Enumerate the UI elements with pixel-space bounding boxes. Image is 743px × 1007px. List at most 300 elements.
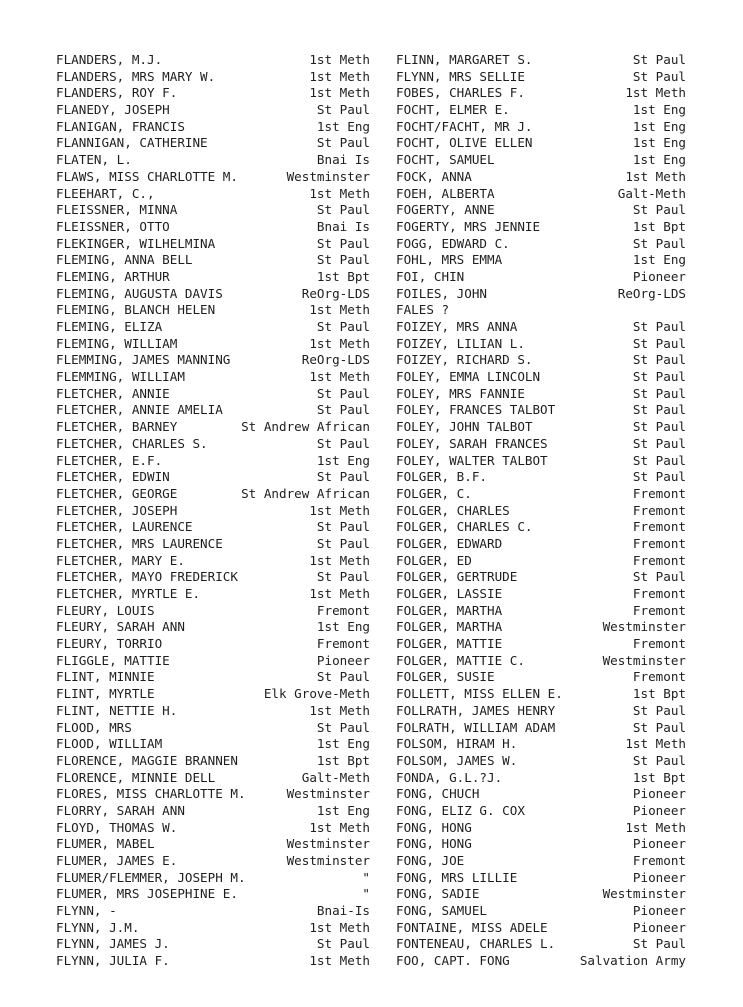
entry-church: St Andrew African [241, 485, 370, 501]
entry-church: St Paul [316, 569, 370, 585]
entry-name: FOCHT/FACHT, MR J. [396, 118, 533, 134]
directory-entry [396, 536, 686, 553]
entry-church: 1st Meth [309, 302, 370, 318]
entry-name: FLETCHER, E.F. [56, 452, 163, 468]
entry-church: St Paul [632, 335, 686, 351]
entry-name: FLOOD, MRS [56, 719, 132, 735]
entry-name: FLETCHER, MAYO FREDERICK [56, 569, 238, 585]
directory-entry [396, 486, 686, 503]
entry-church: 1st Eng [632, 152, 686, 168]
entry-name: FLEMING, AUGUSTA DAVIS [56, 285, 223, 301]
directory-entry [56, 119, 370, 136]
entry-church: 1st Meth [625, 168, 686, 184]
entry-name: FLEISSNER, OTTO [56, 218, 170, 234]
entry-name: FLETCHER, BARNEY [56, 419, 178, 435]
entry-name: FOLGER, MARTHA [396, 602, 503, 618]
directory-entry [396, 469, 686, 486]
entry-name: FLIGGLE, MATTIE [56, 652, 170, 668]
entry-name: FLANDERS, M.J. [56, 52, 163, 67]
directory-entry [396, 870, 686, 887]
entry-name: FLEKINGER, WILHELMINA [56, 235, 216, 251]
entry-church: 1st Meth [309, 552, 370, 568]
entry-name: FOLSOM, HIRAM H. [396, 736, 518, 752]
entry-church: Elk Grove-Meth [263, 686, 370, 702]
entry-name: FONG, JOE [396, 853, 465, 868]
directory-entry [56, 936, 370, 953]
entry-name: FOLEY, FRANCES TALBOT [396, 402, 556, 418]
entry-name: FLUMER, MRS JOSEPHINE E. [56, 886, 238, 902]
entry-name: FOILES, JOHN [396, 285, 487, 301]
entry-church: 1st Eng [632, 252, 686, 268]
directory-entry [56, 286, 370, 303]
entry-church: St Paul [316, 719, 370, 735]
entry-church: St Paul [316, 135, 370, 151]
entry-name: FLINT, NETTIE H. [56, 702, 178, 718]
directory-entry [56, 619, 370, 636]
directory-entry [396, 586, 686, 603]
entry-church: 1st Meth [625, 819, 686, 835]
entry-name: FOIZEY, RICHARD S. [396, 352, 533, 368]
entry-church: ReOrg-LDS [301, 285, 370, 301]
directory-entry [56, 803, 370, 820]
entry-name: FLEMING, ARTHUR [56, 268, 170, 284]
entry-name: FALES ? [396, 302, 450, 318]
entry-name: FOLEY, MRS FANNIE [396, 385, 525, 401]
entry-name: FLUMER, MABEL [56, 836, 155, 852]
entry-church: 1st Eng [316, 619, 370, 635]
entry-church: Salvation Army [579, 953, 686, 969]
entry-church: St Paul [632, 352, 686, 368]
entry-name: FONG, SAMUEL [396, 903, 487, 919]
entry-name: FOLGER, MATTIE [396, 636, 503, 652]
entry-church: St Paul [316, 936, 370, 952]
directory-entry [396, 369, 686, 386]
directory-entry [396, 69, 686, 86]
entry-name: FLAWS, MISS CHARLOTTE M. [56, 168, 238, 184]
directory-entry [56, 135, 370, 152]
directory-entry [396, 319, 686, 336]
entry-church: 1st Bpt [316, 752, 370, 768]
entry-church: 1st Eng [316, 736, 370, 752]
directory-entry [396, 102, 686, 119]
entry-church: 1st Meth [309, 335, 370, 351]
directory-entry [56, 853, 370, 870]
entry-church: Fremont [632, 636, 686, 652]
entry-church: 1st Meth [625, 736, 686, 752]
directory-entry [396, 653, 686, 670]
directory-entry [396, 753, 686, 770]
directory-entry [56, 236, 370, 253]
directory-entry [396, 886, 686, 903]
directory-entry [56, 736, 370, 753]
entry-name: FLETCHER, CHARLES S. [56, 435, 208, 451]
directory-entry [56, 753, 370, 770]
directory-entry [396, 836, 686, 853]
entry-name: FOCHT, SAMUEL [396, 152, 495, 168]
entry-name: FONTAINE, MISS ADELE [396, 919, 548, 935]
directory-entry [56, 386, 370, 403]
entry-name: FOLGER, ED [396, 552, 472, 568]
directory-entry [56, 686, 370, 703]
entry-church: 1st Meth [309, 185, 370, 201]
entry-church: St Paul [632, 419, 686, 435]
directory-entry [56, 319, 370, 336]
entry-name: FLOYD, THOMAS W. [56, 819, 178, 835]
entry-church: Galt-Meth [617, 185, 686, 201]
directory-entry [56, 453, 370, 470]
entry-church: St Paul [632, 702, 686, 718]
directory-entry [56, 436, 370, 453]
entry-name: FLUMER/FLEMMER, JOSEPH M. [56, 869, 246, 885]
entry-church: St Paul [316, 252, 370, 268]
entry-church: St Paul [316, 102, 370, 118]
entry-church: 1st Meth [309, 702, 370, 718]
entry-church: Fremont [632, 519, 686, 535]
entry-church: St Paul [632, 202, 686, 218]
directory-entry [56, 953, 370, 970]
directory-entry [396, 736, 686, 753]
entry-church: 1st Meth [309, 953, 370, 969]
entry-church: ReOrg-LDS [617, 285, 686, 301]
entry-church: 1st Eng [316, 118, 370, 134]
left-column [56, 52, 370, 970]
entry-name: FOLGER, B.F. [396, 469, 487, 485]
directory-entry [56, 469, 370, 486]
entry-name: FLANEDY, JOSEPH [56, 102, 170, 118]
entry-church: St Paul [632, 435, 686, 451]
directory-entry [56, 569, 370, 586]
entry-name: FOLEY, WALTER TALBOT [396, 452, 548, 468]
entry-church: St Paul [316, 535, 370, 551]
entry-church: St Paul [316, 435, 370, 451]
directory-entry [56, 302, 370, 319]
entry-name: FLANNIGAN, CATHERINE [56, 135, 208, 151]
entry-name: FOLRATH, WILLIAM ADAM [396, 719, 556, 735]
directory-entry [396, 720, 686, 737]
directory-entry [396, 703, 686, 720]
directory-entry [396, 686, 686, 703]
entry-church: Pioneer [632, 802, 686, 818]
directory-entry [56, 352, 370, 369]
directory-entry [56, 653, 370, 670]
directory-entry [56, 69, 370, 86]
entry-name: FLYNN, JULIA F. [56, 953, 170, 969]
directory-entry [396, 386, 686, 403]
entry-church: St Paul [316, 385, 370, 401]
directory-entry [396, 52, 686, 69]
entry-church: Bnai-Is [316, 903, 370, 919]
entry-name: FONG, CHUCH [396, 786, 480, 802]
directory-entry [56, 152, 370, 169]
directory-entry [56, 703, 370, 720]
entry-name: FOLEY, SARAH FRANCES [396, 435, 548, 451]
directory-entry [396, 402, 686, 419]
directory-entry [56, 870, 370, 887]
entry-church: St Paul [632, 936, 686, 952]
entry-church: 1st Meth [309, 819, 370, 835]
directory-entry [396, 252, 686, 269]
directory-entry [56, 52, 370, 69]
directory-entry [56, 920, 370, 937]
entry-church: St Paul [632, 469, 686, 485]
entry-name: FOLGER, MATTIE C. [396, 652, 525, 668]
directory-entry [396, 453, 686, 470]
entry-church: Fremont [632, 586, 686, 601]
entry-name: FONG, HONG [396, 819, 472, 835]
entry-name: FLETCHER, GEORGE [56, 485, 178, 501]
entry-name: FOEH, ALBERTA [396, 185, 495, 201]
entry-church: 1st Meth [309, 68, 370, 84]
entry-name: FLETCHER, MARY E. [56, 552, 185, 568]
directory-entry [56, 786, 370, 803]
entry-church: 1st Eng [316, 802, 370, 818]
directory-entry [56, 336, 370, 353]
entry-name: FLETCHER, JOSEPH [56, 502, 178, 518]
entry-name: FLYNN, MRS SELLIE [396, 68, 525, 84]
entry-name: FLINT, MYRTLE [56, 686, 155, 702]
entry-church: St Paul [632, 369, 686, 385]
entry-church: St Paul [316, 235, 370, 251]
entry-church: Fremont [316, 602, 370, 618]
directory-entry [396, 119, 686, 136]
entry-name: FLANDERS, MRS MARY W. [56, 68, 216, 84]
entry-church: St Paul [316, 319, 370, 334]
directory-entry [56, 903, 370, 920]
entry-name: FLETCHER, MYRTLE E. [56, 586, 201, 601]
entry-name: FOLLETT, MISS ELLEN E. [396, 686, 563, 702]
directory-entry [396, 636, 686, 653]
entry-name: FLUMER, JAMES E. [56, 853, 178, 868]
entry-church: " [362, 869, 370, 885]
directory-entry [56, 503, 370, 520]
entry-church: 1st Eng [632, 102, 686, 118]
entry-name: FONG, SADIE [396, 886, 480, 902]
entry-church: St Paul [316, 402, 370, 418]
entry-church: 1st Meth [309, 85, 370, 101]
entry-church: 1st Eng [632, 135, 686, 151]
directory-entry [56, 102, 370, 119]
right-column [396, 52, 686, 970]
entry-church: St Paul [316, 519, 370, 535]
entry-church: Westminster [602, 886, 686, 902]
entry-name: FOLGER, EDWARD [396, 535, 503, 551]
entry-name: FOI, CHIN [396, 268, 465, 284]
directory-entry [396, 669, 686, 686]
entry-name: FLYNN, JAMES J. [56, 936, 170, 952]
directory-entry [56, 636, 370, 653]
entry-name: FLEURY, LOUIS [56, 602, 155, 618]
entry-church: Fremont [632, 853, 686, 868]
entry-church: " [362, 886, 370, 902]
directory-entry [396, 603, 686, 620]
entry-name: FLETCHER, LAURENCE [56, 519, 193, 535]
directory-entry [56, 186, 370, 203]
directory-entry [396, 553, 686, 570]
entry-name: FLYNN, - [56, 903, 117, 919]
entry-church: Galt-Meth [301, 769, 370, 785]
entry-church: Westminster [602, 619, 686, 635]
directory-entry [56, 603, 370, 620]
entry-name: FONG, MRS LILLIE [396, 869, 518, 885]
entry-name: FOGG, EDWARD C. [396, 235, 510, 251]
directory-entry [56, 419, 370, 436]
entry-church: Pioneer [632, 869, 686, 885]
entry-name: FOLGER, C. [396, 485, 472, 501]
entry-name: FLORENCE, MAGGIE BRANNEN [56, 752, 238, 768]
directory-entry [56, 202, 370, 219]
directory-entry [56, 553, 370, 570]
directory-entry [396, 503, 686, 520]
entry-church: Bnai Is [316, 218, 370, 234]
entry-church: 1st Meth [309, 369, 370, 385]
entry-church: 1st Bpt [632, 218, 686, 234]
directory-entry [396, 820, 686, 837]
entry-church: Fremont [632, 669, 686, 685]
entry-church: 1st Eng [632, 118, 686, 134]
entry-name: FLINN, MARGARET S. [396, 52, 533, 67]
entry-church: St Paul [316, 669, 370, 685]
entry-church: Pioneer [632, 903, 686, 919]
entry-church: 1st Meth [625, 85, 686, 101]
directory-entry [56, 269, 370, 286]
entry-church: Pioneer [632, 919, 686, 935]
entry-name: FLETCHER, MRS LAURENCE [56, 535, 223, 551]
entry-name: FOO, CAPT. FONG [396, 953, 510, 969]
entry-church: St Andrew African [241, 419, 370, 435]
entry-name: FOIZEY, MRS ANNA [396, 319, 518, 334]
entry-name: FLEMING, BLANCH HELEN [56, 302, 216, 318]
entry-church: St Paul [632, 452, 686, 468]
directory-entry [396, 619, 686, 636]
directory-entry [56, 85, 370, 102]
directory-entry [56, 536, 370, 553]
entry-church: Westminster [286, 836, 370, 852]
entry-church: St Paul [632, 569, 686, 585]
entry-name: FLORES, MISS CHARLOTTE M. [56, 786, 246, 802]
entry-name: FLEMING, WILLIAM [56, 335, 178, 351]
directory-entry [396, 936, 686, 953]
entry-church: Westminster [286, 853, 370, 868]
entry-church: Pioneer [632, 836, 686, 852]
entry-name: FOLGER, CHARLES C. [396, 519, 533, 535]
directory-entry [396, 286, 686, 303]
entry-church: Westminster [286, 168, 370, 184]
directory-entry [56, 219, 370, 236]
entry-church: 1st Meth [309, 586, 370, 601]
entry-name: FLEEHART, C., [56, 185, 155, 201]
entry-name: FLEMMING, WILLIAM [56, 369, 185, 385]
entry-name: FLANIGAN, FRANCIS [56, 118, 185, 134]
entry-name: FOLGER, GERTRUDE [396, 569, 518, 585]
directory-entry [396, 202, 686, 219]
entry-church: Pioneer [316, 652, 370, 668]
entry-church: St Paul [316, 202, 370, 218]
entry-name: FLANDERS, ROY F. [56, 85, 178, 101]
entry-church: Fremont [632, 502, 686, 518]
entry-church: 1st Meth [309, 502, 370, 518]
entry-name: FOLGER, CHARLES [396, 502, 510, 518]
entry-name: FOGERTY, MRS JENNIE [396, 218, 541, 234]
entry-name: FLETCHER, ANNIE AMELIA [56, 402, 223, 418]
entry-name: FLORRY, SARAH ANN [56, 802, 185, 818]
entry-name: FLATEN, L. [56, 152, 132, 168]
entry-name: FLEMING, ANNA BELL [56, 252, 193, 268]
directory-entry [56, 486, 370, 503]
directory-entry [56, 836, 370, 853]
directory-entry [396, 953, 686, 970]
entry-church: St Paul [632, 52, 686, 67]
directory-entry [396, 853, 686, 870]
directory-entry [56, 886, 370, 903]
entry-name: FOCK, ANNA [396, 168, 472, 184]
directory-entry [56, 586, 370, 603]
entry-name: FONDA, G.L.?J. [396, 769, 503, 785]
directory-entry [56, 669, 370, 686]
directory-entry [56, 720, 370, 737]
entry-name: FONG, ELIZ G. COX [396, 802, 525, 818]
directory-entry [396, 236, 686, 253]
entry-name: FLINT, MINNIE [56, 669, 155, 685]
directory-entry [396, 803, 686, 820]
directory-entry [396, 152, 686, 169]
entry-name: FOCHT, OLIVE ELLEN [396, 135, 533, 151]
entry-church: Westminster [286, 786, 370, 802]
directory-entry [56, 252, 370, 269]
entry-name: FLORENCE, MINNIE DELL [56, 769, 216, 785]
entry-name: FLEURY, SARAH ANN [56, 619, 185, 635]
entry-church: St Paul [316, 469, 370, 485]
directory-entry [396, 269, 686, 286]
entry-name: FLETCHER, EDWIN [56, 469, 170, 485]
directory-entry [396, 85, 686, 102]
entry-name: FOBES, CHARLES F. [396, 85, 525, 101]
entry-church: Fremont [632, 552, 686, 568]
directory-entry [56, 369, 370, 386]
directory-entry [56, 169, 370, 186]
directory-entry [396, 135, 686, 152]
directory-entry [56, 770, 370, 787]
directory-entry [396, 219, 686, 236]
entry-church: Fremont [632, 602, 686, 618]
entry-church: St Paul [632, 319, 686, 334]
entry-name: FOHL, MRS EMMA [396, 252, 503, 268]
directory-entry [396, 169, 686, 186]
entry-name: FOLEY, EMMA LINCOLN [396, 369, 541, 385]
entry-church: Bnai Is [316, 152, 370, 168]
entry-church: St Paul [632, 752, 686, 768]
entry-church: 1st Bpt [632, 769, 686, 785]
entry-name: FOLGER, MARTHA [396, 619, 503, 635]
directory-entry [396, 419, 686, 436]
directory-entry [396, 920, 686, 937]
entry-name: FOLSOM, JAMES W. [396, 752, 518, 768]
directory-entry [396, 336, 686, 353]
entry-name: FLETCHER, ANNIE [56, 385, 170, 401]
entry-name: FOCHT, ELMER E. [396, 102, 510, 118]
entry-name: FOGERTY, ANNE [396, 202, 495, 218]
entry-name: FOIZEY, LILIAN L. [396, 335, 525, 351]
entry-church: Pioneer [632, 786, 686, 802]
entry-church: St Paul [632, 235, 686, 251]
entry-name: FOLEY, JOHN TALBOT [396, 419, 533, 435]
entry-name: FLYNN, J.M. [56, 919, 140, 935]
directory-entry [396, 786, 686, 803]
entry-name: FOLGER, LASSIE [396, 586, 503, 601]
entry-name: FONTENEAU, CHARLES L. [396, 936, 556, 952]
entry-church: 1st Meth [309, 52, 370, 67]
entry-church: Pioneer [632, 268, 686, 284]
directory-entry [396, 352, 686, 369]
